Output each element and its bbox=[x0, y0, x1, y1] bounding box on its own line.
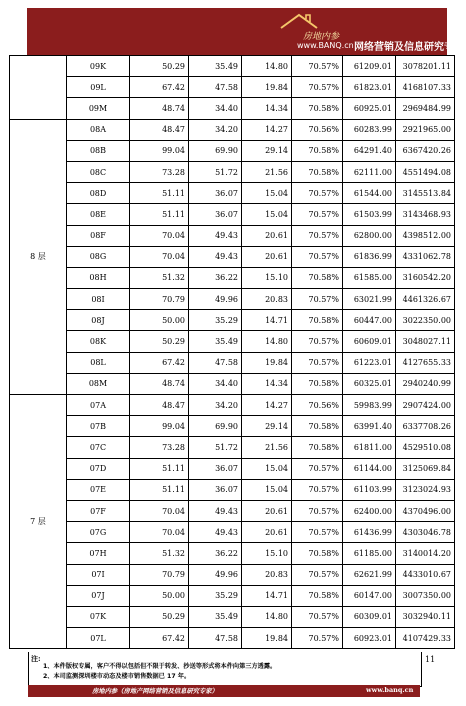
value-cell: 15.10 bbox=[242, 543, 292, 564]
note-line: 1、本件版权专属，客户不得以包括但不限于转发、抄送等形式将本件向第三方透露。 bbox=[43, 663, 277, 670]
value-cell: 70.57% bbox=[292, 522, 343, 543]
room-number-cell: 09M bbox=[67, 98, 130, 119]
value-cell: 69.90 bbox=[189, 140, 242, 161]
value-cell: 69.90 bbox=[189, 416, 242, 437]
footer-bar bbox=[28, 685, 420, 697]
value-cell: 4370496.00 bbox=[396, 500, 455, 521]
room-number-cell: 08F bbox=[67, 225, 130, 246]
value-cell: 59983.99 bbox=[343, 395, 396, 416]
table-row bbox=[10, 77, 455, 98]
header-title: 网络营销及信息研究专家 bbox=[354, 42, 464, 53]
value-cell: 51.11 bbox=[130, 458, 189, 479]
value-cell: 34.20 bbox=[189, 395, 242, 416]
value-cell: 15.04 bbox=[242, 204, 292, 225]
room-number-cell: 07D bbox=[67, 458, 130, 479]
table-row bbox=[10, 119, 455, 140]
value-cell: 70.57% bbox=[292, 77, 343, 98]
value-cell: 70.58% bbox=[292, 98, 343, 119]
value-cell: 4461326.67 bbox=[396, 289, 455, 310]
value-cell: 15.10 bbox=[242, 267, 292, 288]
value-cell: 70.79 bbox=[130, 289, 189, 310]
room-number-cell: 07J bbox=[67, 585, 130, 606]
table-row bbox=[10, 522, 455, 543]
table-row bbox=[10, 373, 455, 394]
value-cell: 70.57% bbox=[292, 56, 343, 77]
room-number-cell: 07H bbox=[67, 543, 130, 564]
value-cell: 6337708.26 bbox=[396, 416, 455, 437]
value-cell: 2907424.00 bbox=[396, 395, 455, 416]
room-number-cell: 08J bbox=[67, 310, 130, 331]
value-cell: 70.57% bbox=[292, 564, 343, 585]
value-cell: 67.42 bbox=[130, 352, 189, 373]
price-table-container bbox=[9, 55, 454, 649]
value-cell: 34.40 bbox=[189, 98, 242, 119]
value-cell: 19.84 bbox=[242, 628, 292, 649]
value-cell: 20.83 bbox=[242, 564, 292, 585]
footer-brand-text: 房地内参（房地产网络营销及信息研究专家） bbox=[92, 688, 218, 695]
value-cell: 49.43 bbox=[189, 246, 242, 267]
value-cell: 60325.01 bbox=[343, 373, 396, 394]
value-cell: 3145513.84 bbox=[396, 183, 455, 204]
table-row bbox=[10, 606, 455, 627]
table-row bbox=[10, 543, 455, 564]
note-line: 2、本司监测深圳楼市动态及楼市销售数据已 17 年。 bbox=[43, 673, 191, 680]
room-number-cell: 07B bbox=[67, 416, 130, 437]
value-cell: 70.79 bbox=[130, 564, 189, 585]
value-cell: 14.80 bbox=[242, 606, 292, 627]
value-cell: 35.29 bbox=[189, 310, 242, 331]
floor-label-cell: 7 层 bbox=[10, 395, 67, 649]
value-cell: 70.57% bbox=[292, 500, 343, 521]
room-number-cell: 08K bbox=[67, 331, 130, 352]
value-cell: 15.04 bbox=[242, 458, 292, 479]
value-cell: 70.57% bbox=[292, 479, 343, 500]
room-number-cell: 08D bbox=[67, 183, 130, 204]
value-cell: 73.28 bbox=[130, 161, 189, 182]
room-number-cell: 07A bbox=[67, 395, 130, 416]
value-cell: 49.96 bbox=[189, 289, 242, 310]
value-cell: 51.72 bbox=[189, 437, 242, 458]
value-cell: 48.47 bbox=[130, 119, 189, 140]
value-cell: 61503.99 bbox=[343, 204, 396, 225]
value-cell: 36.22 bbox=[189, 267, 242, 288]
page-number: 11 bbox=[425, 655, 436, 664]
value-cell: 3032940.11 bbox=[396, 606, 455, 627]
value-cell: 4433010.67 bbox=[396, 564, 455, 585]
value-cell: 51.11 bbox=[130, 479, 189, 500]
value-cell: 3022350.00 bbox=[396, 310, 455, 331]
value-cell: 70.57% bbox=[292, 204, 343, 225]
value-cell: 61144.00 bbox=[343, 458, 396, 479]
value-cell: 48.47 bbox=[130, 395, 189, 416]
value-cell: 61223.01 bbox=[343, 352, 396, 373]
value-cell: 2921965.00 bbox=[396, 119, 455, 140]
value-cell: 29.14 bbox=[242, 140, 292, 161]
value-cell: 70.57% bbox=[292, 352, 343, 373]
value-cell: 20.61 bbox=[242, 522, 292, 543]
value-cell: 70.57% bbox=[292, 458, 343, 479]
value-cell: 70.58% bbox=[292, 373, 343, 394]
room-number-cell: 08L bbox=[67, 352, 130, 373]
value-cell: 47.58 bbox=[189, 628, 242, 649]
room-number-cell: 07G bbox=[67, 522, 130, 543]
table-row bbox=[10, 140, 455, 161]
value-cell: 21.56 bbox=[242, 161, 292, 182]
value-cell: 70.58% bbox=[292, 416, 343, 437]
price-table bbox=[9, 55, 455, 649]
value-cell: 4398512.00 bbox=[396, 225, 455, 246]
value-cell: 36.07 bbox=[189, 458, 242, 479]
room-number-cell: 07K bbox=[67, 606, 130, 627]
value-cell: 4127655.33 bbox=[396, 352, 455, 373]
value-cell: 49.43 bbox=[189, 225, 242, 246]
value-cell: 3123024.93 bbox=[396, 479, 455, 500]
value-cell: 50.29 bbox=[130, 331, 189, 352]
value-cell: 3078201.11 bbox=[396, 56, 455, 77]
value-cell: 50.00 bbox=[130, 585, 189, 606]
value-cell: 3143468.93 bbox=[396, 204, 455, 225]
value-cell: 70.58% bbox=[292, 543, 343, 564]
value-cell: 62111.00 bbox=[343, 161, 396, 182]
value-cell: 99.04 bbox=[130, 140, 189, 161]
table-row bbox=[10, 246, 455, 267]
table-row bbox=[10, 161, 455, 182]
table-row bbox=[10, 267, 455, 288]
value-cell: 4529510.08 bbox=[396, 437, 455, 458]
value-cell: 14.71 bbox=[242, 310, 292, 331]
table-row bbox=[10, 564, 455, 585]
notes-box bbox=[28, 652, 422, 687]
floor-label-cell: 8 层 bbox=[10, 119, 67, 394]
value-cell: 20.61 bbox=[242, 225, 292, 246]
value-cell: 73.28 bbox=[130, 437, 189, 458]
value-cell: 14.80 bbox=[242, 56, 292, 77]
value-cell: 60447.00 bbox=[343, 310, 396, 331]
value-cell: 3140014.20 bbox=[396, 543, 455, 564]
value-cell: 19.84 bbox=[242, 77, 292, 98]
value-cell: 63021.99 bbox=[343, 289, 396, 310]
room-number-cell: 08C bbox=[67, 161, 130, 182]
room-number-cell: 07I bbox=[67, 564, 130, 585]
value-cell: 3125069.84 bbox=[396, 458, 455, 479]
table-row bbox=[10, 479, 455, 500]
room-number-cell: 07E bbox=[67, 479, 130, 500]
value-cell: 70.57% bbox=[292, 628, 343, 649]
value-cell: 4168107.33 bbox=[396, 77, 455, 98]
value-cell: 51.32 bbox=[130, 267, 189, 288]
value-cell: 60923.01 bbox=[343, 628, 396, 649]
value-cell: 62400.00 bbox=[343, 500, 396, 521]
value-cell: 47.58 bbox=[189, 352, 242, 373]
value-cell: 63991.40 bbox=[343, 416, 396, 437]
value-cell: 51.32 bbox=[130, 543, 189, 564]
value-cell: 70.57% bbox=[292, 289, 343, 310]
value-cell: 35.49 bbox=[189, 606, 242, 627]
table-row bbox=[10, 56, 455, 77]
table-row bbox=[10, 395, 455, 416]
value-cell: 64291.40 bbox=[343, 140, 396, 161]
table-row bbox=[10, 289, 455, 310]
value-cell: 70.56% bbox=[292, 119, 343, 140]
value-cell: 61103.99 bbox=[343, 479, 396, 500]
value-cell: 3048027.11 bbox=[396, 331, 455, 352]
value-cell: 35.49 bbox=[189, 331, 242, 352]
value-cell: 60609.01 bbox=[343, 331, 396, 352]
value-cell: 2940240.99 bbox=[396, 373, 455, 394]
value-cell: 48.74 bbox=[130, 373, 189, 394]
table-row bbox=[10, 437, 455, 458]
value-cell: 3007350.00 bbox=[396, 585, 455, 606]
value-cell: 70.57% bbox=[292, 225, 343, 246]
value-cell: 70.04 bbox=[130, 246, 189, 267]
value-cell: 15.04 bbox=[242, 183, 292, 204]
room-number-cell: 08E bbox=[67, 204, 130, 225]
table-row bbox=[10, 98, 455, 119]
notes-heading: 注: bbox=[31, 654, 41, 663]
value-cell: 14.27 bbox=[242, 119, 292, 140]
value-cell: 67.42 bbox=[130, 77, 189, 98]
value-cell: 99.04 bbox=[130, 416, 189, 437]
value-cell: 61823.01 bbox=[343, 77, 396, 98]
value-cell: 35.49 bbox=[189, 56, 242, 77]
value-cell: 67.42 bbox=[130, 628, 189, 649]
table-row bbox=[10, 628, 455, 649]
value-cell: 14.34 bbox=[242, 98, 292, 119]
value-cell: 62800.00 bbox=[343, 225, 396, 246]
value-cell: 70.57% bbox=[292, 183, 343, 204]
table-row bbox=[10, 225, 455, 246]
value-cell: 4551494.08 bbox=[396, 161, 455, 182]
room-number-cell: 08M bbox=[67, 373, 130, 394]
value-cell: 21.56 bbox=[242, 437, 292, 458]
value-cell: 36.07 bbox=[189, 204, 242, 225]
value-cell: 70.04 bbox=[130, 522, 189, 543]
value-cell: 70.04 bbox=[130, 500, 189, 521]
value-cell: 2969484.99 bbox=[396, 98, 455, 119]
value-cell: 36.22 bbox=[189, 543, 242, 564]
value-cell: 51.11 bbox=[130, 183, 189, 204]
value-cell: 70.58% bbox=[292, 437, 343, 458]
value-cell: 51.11 bbox=[130, 204, 189, 225]
value-cell: 70.57% bbox=[292, 331, 343, 352]
table-row bbox=[10, 458, 455, 479]
value-cell: 47.58 bbox=[189, 77, 242, 98]
table-row bbox=[10, 204, 455, 225]
value-cell: 3160542.20 bbox=[396, 267, 455, 288]
value-cell: 49.96 bbox=[189, 564, 242, 585]
value-cell: 61185.00 bbox=[343, 543, 396, 564]
value-cell: 62621.99 bbox=[343, 564, 396, 585]
value-cell: 4107429.33 bbox=[396, 628, 455, 649]
room-number-cell: 09K bbox=[67, 56, 130, 77]
value-cell: 14.34 bbox=[242, 373, 292, 394]
table-row bbox=[10, 416, 455, 437]
value-cell: 14.71 bbox=[242, 585, 292, 606]
value-cell: 51.72 bbox=[189, 161, 242, 182]
value-cell: 49.43 bbox=[189, 500, 242, 521]
value-cell: 70.58% bbox=[292, 161, 343, 182]
value-cell: 36.07 bbox=[189, 183, 242, 204]
logo-url: www.BANQ.cn bbox=[297, 41, 354, 50]
header-banner bbox=[27, 8, 464, 55]
table-row bbox=[10, 183, 455, 204]
value-cell: 34.40 bbox=[189, 373, 242, 394]
table-row bbox=[10, 310, 455, 331]
value-cell: 60147.00 bbox=[343, 585, 396, 606]
room-number-cell: 08A bbox=[67, 119, 130, 140]
value-cell: 35.29 bbox=[189, 585, 242, 606]
value-cell: 15.04 bbox=[242, 479, 292, 500]
value-cell: 70.58% bbox=[292, 310, 343, 331]
value-cell: 49.43 bbox=[189, 522, 242, 543]
value-cell: 50.29 bbox=[130, 606, 189, 627]
table-row bbox=[10, 585, 455, 606]
value-cell: 19.84 bbox=[242, 352, 292, 373]
room-number-cell: 08H bbox=[67, 267, 130, 288]
value-cell: 50.00 bbox=[130, 310, 189, 331]
room-number-cell: 07L bbox=[67, 628, 130, 649]
value-cell: 61811.00 bbox=[343, 437, 396, 458]
value-cell: 20.83 bbox=[242, 289, 292, 310]
footer-url: www.banq.cn bbox=[366, 686, 414, 694]
value-cell: 70.57% bbox=[292, 606, 343, 627]
value-cell: 70.58% bbox=[292, 585, 343, 606]
value-cell: 61544.00 bbox=[343, 183, 396, 204]
value-cell: 29.14 bbox=[242, 416, 292, 437]
value-cell: 36.07 bbox=[189, 479, 242, 500]
value-cell: 4331062.78 bbox=[396, 246, 455, 267]
value-cell: 20.61 bbox=[242, 246, 292, 267]
value-cell: 14.27 bbox=[242, 395, 292, 416]
value-cell: 48.74 bbox=[130, 98, 189, 119]
room-number-cell: 08B bbox=[67, 140, 130, 161]
logo-text: 房地内参 bbox=[303, 32, 340, 42]
value-cell: 14.80 bbox=[242, 331, 292, 352]
value-cell: 60925.01 bbox=[343, 98, 396, 119]
value-cell: 70.04 bbox=[130, 225, 189, 246]
value-cell: 61836.99 bbox=[343, 246, 396, 267]
value-cell: 34.20 bbox=[189, 119, 242, 140]
floor-label-cell bbox=[10, 56, 67, 120]
value-cell: 60283.99 bbox=[343, 119, 396, 140]
value-cell: 61585.00 bbox=[343, 267, 396, 288]
table-row bbox=[10, 331, 455, 352]
room-number-cell: 07C bbox=[67, 437, 130, 458]
value-cell: 4303046.78 bbox=[396, 522, 455, 543]
room-number-cell: 07F bbox=[67, 500, 130, 521]
value-cell: 50.29 bbox=[130, 56, 189, 77]
room-number-cell: 08G bbox=[67, 246, 130, 267]
room-number-cell: 08I bbox=[67, 289, 130, 310]
value-cell: 70.57% bbox=[292, 246, 343, 267]
table-row bbox=[10, 352, 455, 373]
value-cell: 70.58% bbox=[292, 267, 343, 288]
value-cell: 70.56% bbox=[292, 395, 343, 416]
value-cell: 60309.01 bbox=[343, 606, 396, 627]
room-number-cell: 09L bbox=[67, 77, 130, 98]
value-cell: 6367420.26 bbox=[396, 140, 455, 161]
value-cell: 70.58% bbox=[292, 140, 343, 161]
value-cell: 20.61 bbox=[242, 500, 292, 521]
table-row bbox=[10, 500, 455, 521]
value-cell: 61209.01 bbox=[343, 56, 396, 77]
value-cell: 61436.99 bbox=[343, 522, 396, 543]
